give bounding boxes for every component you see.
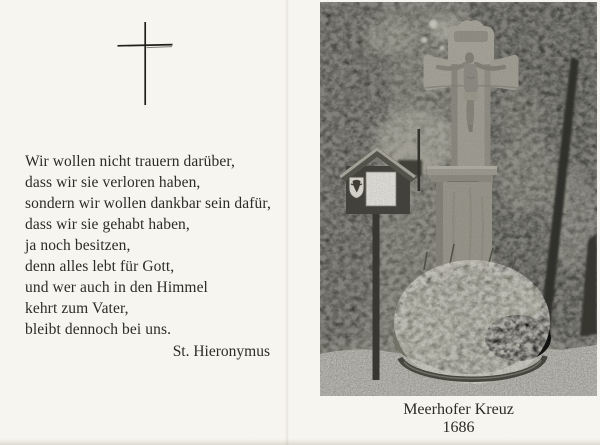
meerhofer-kreuz-photo (320, 2, 597, 396)
card-fold-line (285, 0, 289, 445)
poem-line: dass wir sie verloren haben, (25, 174, 201, 191)
poem-attribution: St. Hieronymus (172, 343, 270, 360)
card-bottom-edge (0, 439, 600, 445)
poem-text (25, 151, 277, 340)
poem-line: kehrt zum Vater, (25, 300, 129, 317)
photo-scene (320, 2, 597, 396)
caption-year: 1686 (442, 419, 475, 436)
poem-line: sondern wir wollen dankbar sein dafür, (25, 195, 271, 212)
poem-line: bleibt dennoch bei uns. (25, 321, 172, 338)
photo-caption (320, 401, 597, 437)
poem-line: Wir wollen nicht trauern darüber, (25, 153, 235, 170)
poem-line: dass wir sie gehabt haben, (25, 216, 190, 233)
poem-line: und wer auch in den Himmel (25, 279, 208, 296)
poem-line: ja noch besitzen, (25, 237, 131, 254)
film-grain (320, 2, 597, 396)
caption-title: Meerhofer Kreuz (403, 401, 514, 418)
poem-line: denn alles lebt für Gott, (25, 258, 175, 275)
cross-icon (90, 12, 210, 112)
